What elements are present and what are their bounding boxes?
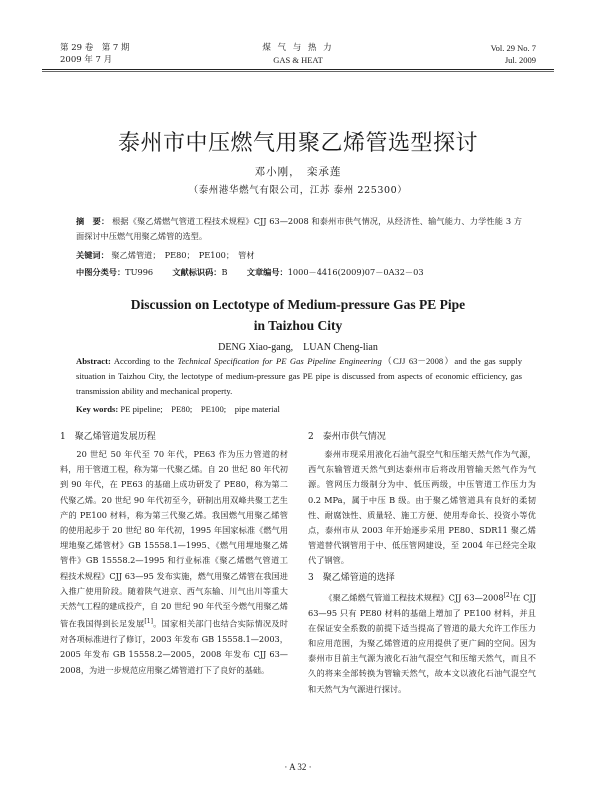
section-3-text: 《聚乙烯燃气管道工程技术规程》CJJ 63—2008 <box>324 592 504 603</box>
header-rule-thin <box>42 71 554 72</box>
doc-code-label: 文献标识码： <box>172 267 222 277</box>
header-rule <box>42 69 554 70</box>
page-number: · A 32 · <box>284 762 312 772</box>
section-2-body: 泰州市现采用液化石油气混空气和压缩天然气作为气源，西气东输管道天然气到达泰州市后将改用管输天然气作为气源。管网压力级制分为中、低压两级，中压管道工作压力为 0.2 MPa，属于中压 B 级。由于聚乙烯管道具有良好的柔韧性、耐腐蚀性、质量轻、施工方便、使用寿命长、投资小等优点，泰州市从 2003 年开始逐步采用 PE80、SDR11 聚乙烯管道替代钢管用于中、低压管网建设，至 2004 年已经完全取代了钢管。 <box>308 449 536 566</box>
authors-cn: 邓小刚， 栾承莲 <box>254 166 342 178</box>
section-3-title: 3 聚乙烯管道的选择 <box>308 572 395 583</box>
section-3-text-continued: 在 CJJ 63—95 只有 PE80 材料的基础上增加了 PE100 材料，并且在保证安全系数的前提下适当提高了管道的最大允许工作压力和应用范围，为聚乙烯管道的应用提供了更广阔的空间。因为泰州市目前主气源为液化石油气混空气和压缩天然气，而且不久的将来全部转换为管输天然气，故本文以液化石油气混空气和天然气为气源进行探讨。 <box>308 592 536 694</box>
section-1-body <box>60 447 288 678</box>
section-2-title: 2 泰州市供气情况 <box>308 432 386 442</box>
article-number-value: 1000－4416(2009)07－0A32－03 <box>287 267 424 277</box>
section-3-citation: [2] <box>503 591 513 599</box>
abstract-text-cn: 根据《聚乙烯燃气管道工程技术规程》CJJ 63—2008 和泰州市供气情况，从经济性、输气能力、力学性能 3 方面探讨中压燃气用聚乙烯管的选型。 <box>76 216 522 242</box>
abstract-label-cn: 摘 要： <box>76 216 110 226</box>
authors-en: DENG Xiao-gang, LUAN Cheng-lian <box>218 342 378 353</box>
doc-code-value: B <box>221 267 228 277</box>
header-journal-name-cn: 煤 气 与 热 力 <box>262 43 334 53</box>
header-date: 2009 年 7 月 <box>60 55 113 65</box>
abstract-en-part2: （CJJ 63－2008）and the gas supply situation in Taizhou City, the lectotype of medium-pressure gas PE pipe is discussed from aspects of economic efficiency, gas transmission ability and mechanical property. <box>76 356 522 396</box>
section-1-citation: [1] <box>144 618 153 626</box>
article-number-label: 文章编号： <box>246 267 288 277</box>
right-column <box>308 430 536 697</box>
affiliation-cn: （泰州港华燃气有限公司，江苏 泰州 225300） <box>188 185 408 196</box>
abstract-label-en: Abstract: <box>76 356 111 366</box>
header-date-en: Jul. 2009 <box>504 55 536 65</box>
keywords-text-en: PE pipeline; PE80; PE100; pipe material <box>120 404 280 414</box>
abstract-en <box>76 354 522 399</box>
abstract-en-part1: According to the <box>113 356 178 366</box>
keywords-en <box>76 402 522 417</box>
keywords-label-cn: 关键词： <box>76 250 109 260</box>
header-volume-issue: 第 29 卷 第 7 期 <box>60 43 130 53</box>
abstract-cn <box>76 214 522 244</box>
keywords-label-en: Key words: <box>76 404 119 414</box>
section-1-title: 1 聚乙烯管道发展历程 <box>60 432 156 442</box>
section-1-text-continued: 。国家相关部门也结合实际情况及时对各项标准进行了修订，2003 年发布 GB 15558.1—2003，2005 年发布 GB 15558.2—2005，2008 年发布 CJJ 63—2008，为进一步规范应用聚乙烯管道打下了良好的基础。 <box>60 618 288 675</box>
clc-value: TU996 <box>125 267 154 277</box>
abstract-en-italic: Technical Specification for PE Gas Pipeline Engineering <box>177 356 382 366</box>
article-title-en-line2: in Taizhou City <box>253 318 343 333</box>
section-1-text: 20 世纪 50 年代至 70 年代，PE63 作为压力管道的材料，用于管道工程，称为第一代聚乙烯。自 20 世纪 80 年代初到 90 年代，在 PE63 的基础上成功研发了 PE80，称为第二代聚乙烯。20 世纪 90 年代初至今，研制出用双峰共聚工艺生产的 PE100 材料，称为第三代聚乙烯。我国燃气用聚乙烯管的使用起步于 20 世纪 80 年代初，1995 年国家标准《燃气用埋地聚乙烯管材》GB 15558.1—1995、《燃气用埋地聚乙烯管件》GB 15558.2—1995 和行业标准《聚乙烯燃气管道工程技术规程》CJJ 63—95 发布实施，燃气用聚乙烯管在我国进入推广使用阶段。随着陕气进京、西气东输、川气出川等重大天然气工程的建成投产，自 20 世纪 90 年代至今燃气用聚乙烯管在我国得到长足发展 <box>60 449 288 629</box>
article-title-en-line1: Discussion on Lectotype of Medium-pressure Gas PE Pipe <box>130 297 466 312</box>
classification-line <box>76 265 522 280</box>
section-3-body <box>308 588 536 697</box>
clc-label: 中图分类号： <box>76 267 126 277</box>
header-journal-name-en: GAS & HEAT <box>273 55 323 65</box>
article-title-en <box>0 294 596 336</box>
header-volume-en: Vol. 29 No. 7 <box>490 43 536 53</box>
keywords-cn <box>76 248 522 263</box>
article-title-cn: 泰州市中压燃气用聚乙烯管选型探讨 <box>117 131 478 156</box>
keywords-text-cn: 聚乙烯管道； PE80； PE100； 管材 <box>111 250 255 260</box>
left-column <box>60 430 288 678</box>
